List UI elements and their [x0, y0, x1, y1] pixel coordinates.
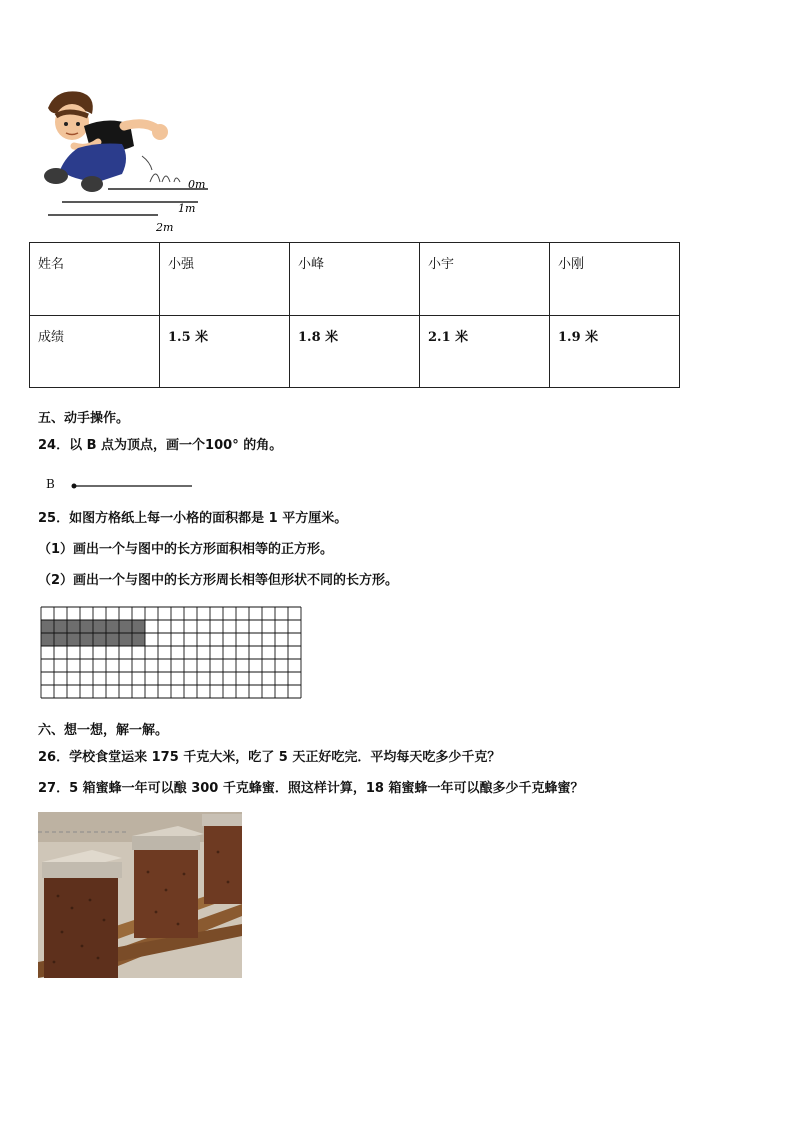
question-26: 26．学校食堂运来 175 千克大米，吃了 5 天正好吃完．平均每天吃多少千克？: [38, 750, 501, 765]
beehive-photo: [38, 812, 242, 978]
table-row: [30, 243, 680, 316]
grid-paper: [40, 606, 304, 714]
question-24: 24．以 B 点为顶点，画一个100° 的角。: [38, 438, 283, 453]
name-cell: 小峰: [290, 243, 420, 316]
ray-from-b: [70, 481, 196, 491]
mark-0m: 0m: [188, 178, 206, 191]
score-cell: 1.8 米: [290, 315, 420, 388]
mark-2m: 2m: [156, 221, 174, 234]
name-cell: 小宇: [420, 243, 550, 316]
name-cell: 小刚: [550, 243, 680, 316]
question-27: 27．5 箱蜜蜂一年可以酿 300 千克蜂蜜．照这样计算，18 箱蜜蜂一年可以酿多少千克蜂蜜？: [38, 781, 584, 796]
row-header-name: 姓名: [30, 243, 160, 316]
table-row: [30, 315, 680, 388]
score-cell: 1.9 米: [550, 315, 680, 388]
point-b-label: B: [46, 477, 55, 491]
score-cell: 2.1 米: [420, 315, 550, 388]
section5-title: 五、动手操作。: [38, 411, 130, 426]
question-25: 25．如图方格纸上每一小格的面积都是 1 平方厘米。: [38, 511, 348, 526]
long-jump-illustration: [38, 86, 218, 236]
question-25-part2: （2）画出一个与图中的长方形周长相等但形状不同的长方形。: [38, 573, 399, 588]
score-table: [29, 242, 680, 388]
row-header-score: 成绩: [30, 315, 160, 388]
mark-1m: 1m: [178, 202, 196, 215]
score-cell: 1.5 米: [160, 315, 290, 388]
question-25-part1: （1）画出一个与图中的长方形面积相等的正方形。: [38, 542, 334, 557]
section6-title: 六、想一想，解一解。: [38, 723, 169, 738]
name-cell: 小强: [160, 243, 290, 316]
